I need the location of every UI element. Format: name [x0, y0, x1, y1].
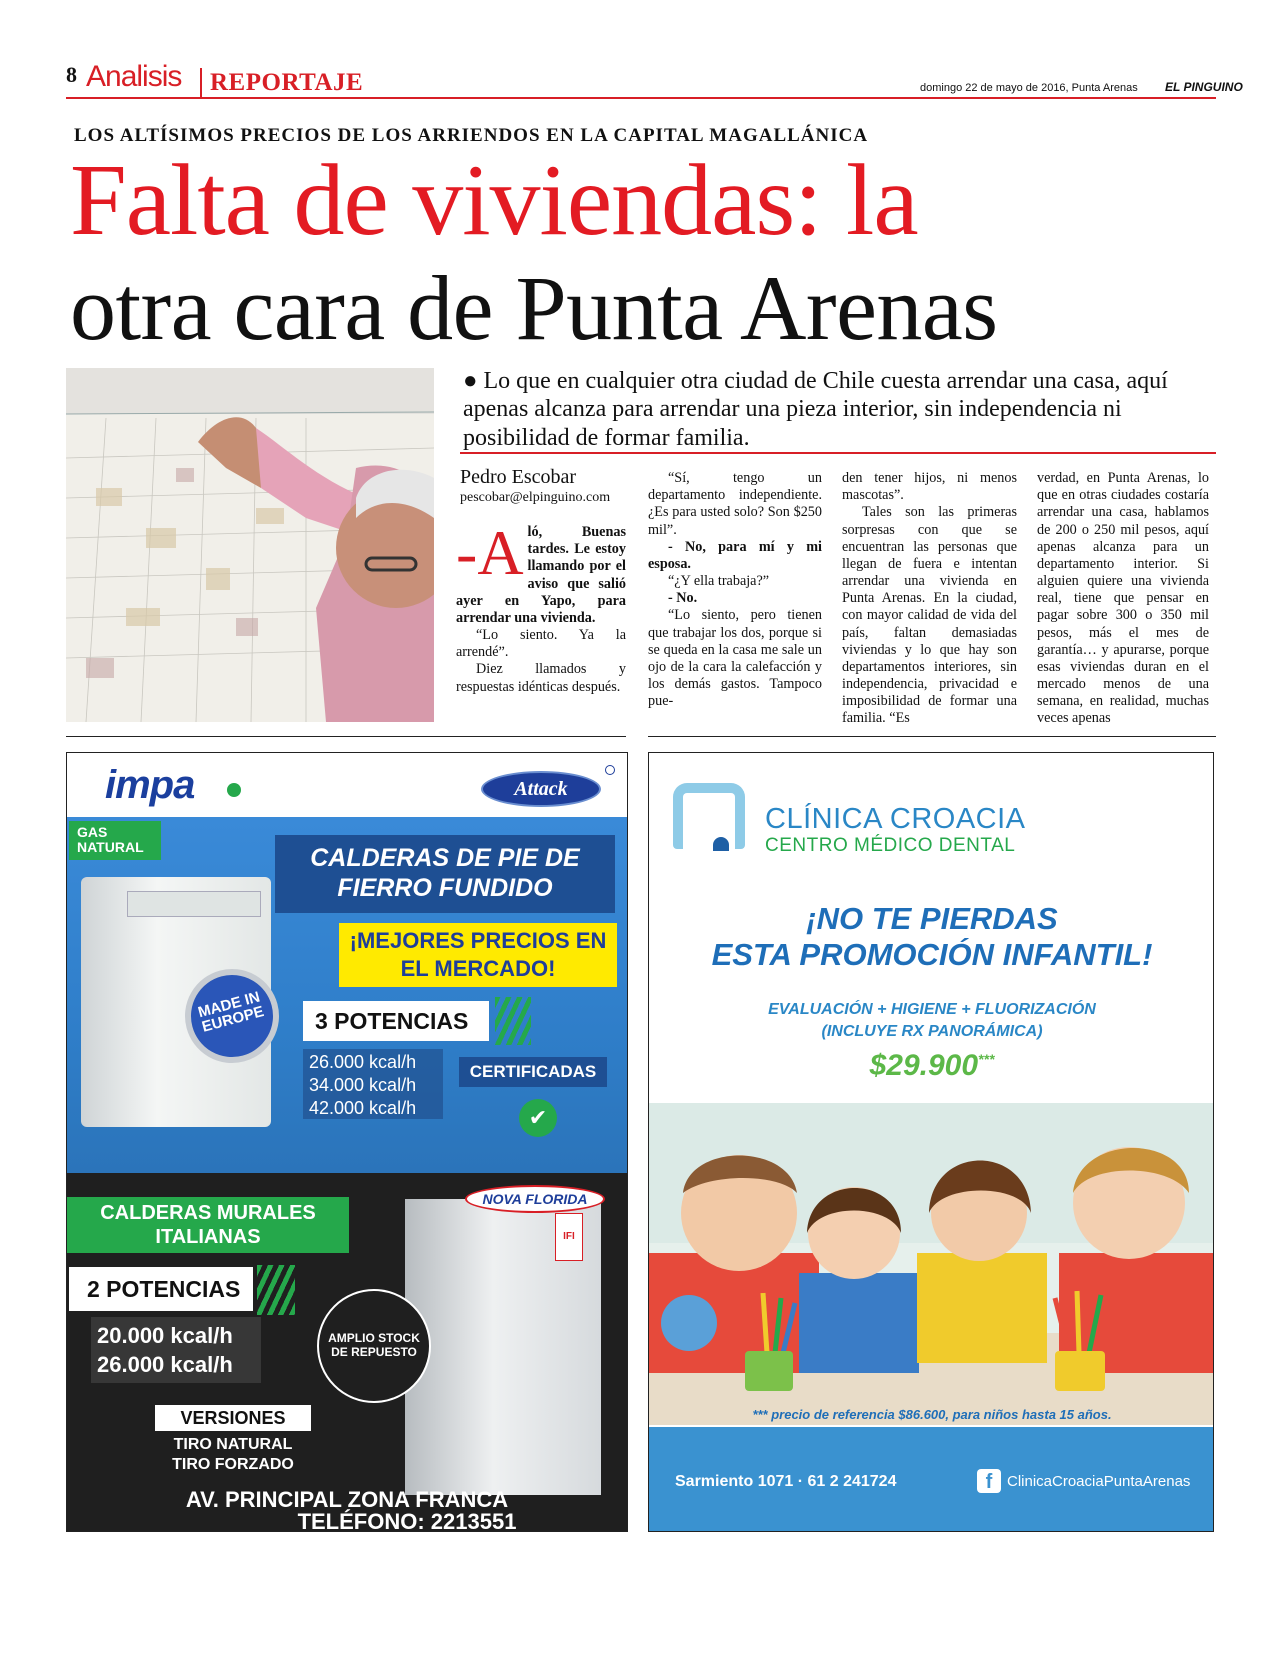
paper-name: EL PINGUINO — [1165, 80, 1243, 94]
gas-natural-tag: GAS NATURAL — [69, 821, 161, 860]
lead-rule — [460, 452, 1216, 454]
promo-title-line-2: ESTA PROMOCIÓN INFANTIL! — [711, 937, 1153, 972]
col2-paragraph-3: “¿Y ella trabaja?” — [668, 573, 770, 590]
stripes-decoration — [257, 1265, 295, 1315]
col1-paragraph-2: “Lo siento. Ya la arrendé”. — [456, 627, 626, 661]
ad-impa[interactable] — [66, 752, 628, 1532]
promo-price — [649, 1049, 1214, 1083]
facebook-icon[interactable]: f — [977, 1469, 1001, 1493]
registered-icon — [605, 765, 615, 775]
col2-paragraph-2: - No, para mí y mi esposa. — [648, 538, 822, 572]
section-rule-left — [66, 736, 626, 737]
header-rule — [66, 97, 1216, 99]
stripes-decoration — [495, 997, 531, 1045]
versiones-title: VERSIONES — [155, 1405, 311, 1431]
power-value: 26.000 kcal/h — [309, 1052, 417, 1072]
kids-illustration — [649, 1103, 1213, 1425]
made-in-europe-badge: MADE IN EUROPE — [174, 958, 289, 1073]
article-column-3 — [842, 470, 1017, 728]
kids-photo — [649, 1103, 1213, 1425]
versiones-values — [155, 1435, 311, 1475]
three-powers-values — [303, 1049, 443, 1119]
bullet-icon: ● — [463, 368, 484, 394]
impa-phone: TELÉFONO: 2213551 — [297, 1509, 517, 1532]
headline-line-1: Falta de viviendas: la — [70, 144, 918, 257]
impa-logo: impa — [105, 763, 195, 807]
price-value: $29.900 — [869, 1049, 979, 1082]
promo-title-line-1: ¡NO TE PIERDAS — [806, 901, 1058, 936]
section-reportaje: REPORTAJE — [200, 68, 371, 98]
version-value: TIRO FORZADO — [172, 1456, 294, 1473]
section-analisis: Analisis — [86, 60, 182, 93]
services-line-2: (INCLUYE RX PANORÁMICA) — [821, 1023, 1043, 1040]
check-icon: ✔ — [519, 1099, 557, 1137]
impa-address — [67, 1489, 627, 1531]
col1-paragraph-3: Diez llamados y respuestas idénticas después. — [456, 661, 626, 695]
article-lead — [463, 367, 1203, 452]
version-value: TIRO NATURAL — [173, 1436, 293, 1453]
col3-paragraph-2: Tales son las primeras sorpresas con que se encuentran las personas que llegan de fuera e intentan arrendar una vivienda en Punta Arenas. En la ciudad, con mayor calidad de vida del país, faltan demasiadas viviendas y lo que hay son departamentos interiores, sin independencia, privacidad e imposibilidad de formar una familia. “Es — [842, 504, 1017, 727]
col2-paragraph-4: - No. — [668, 590, 698, 607]
two-powers-title: 2 POTENCIAS — [69, 1267, 253, 1311]
boiler-brand-icon: IFI — [555, 1213, 583, 1261]
map-photo-illustration — [66, 368, 434, 722]
article-column-1 — [456, 517, 626, 696]
col3-paragraph-1: den tener hijos, ni menos mascotas”. — [842, 470, 1017, 504]
murales-title: CALDERAS MURALES ITALIANAS — [67, 1197, 349, 1253]
clinic-subtitle: CENTRO MÉDICO DENTAL — [765, 835, 1016, 856]
col2-paragraph-5: “Lo siento, pero tienen que trabajar los dos, porque si se queda en la casa me sale un ojo de la cara la calefacción y los demás gastos. Tampoco pue- — [648, 607, 822, 710]
promo-title — [649, 901, 1214, 973]
tooth-logo-icon — [673, 783, 745, 849]
clinic-address: Sarmiento 1071 · 61 2 241724 — [675, 1473, 897, 1490]
clinic-footer — [649, 1427, 1213, 1531]
services-line-1: EVALUACIÓN + HIGIENE + FLUORIZACIÓN — [768, 1001, 1096, 1018]
col2-paragraph-1: “Sí, tengo un departamento independiente. ¿Es para usted solo? Son $250 mil”. — [648, 470, 822, 538]
impa-top-bar — [67, 753, 627, 817]
article-photo — [66, 368, 434, 722]
section-rule-right — [648, 736, 1216, 737]
article-column-4 — [1037, 470, 1209, 728]
page-number: 8 — [66, 62, 77, 87]
article-kicker: LOS ALTÍSIMOS PRECIOS DE LOS ARRIENDOS EN LA CAPITAL MAGALLÁNICA — [74, 125, 869, 146]
col4-paragraph-1: verdad, en Punta Arenas, lo que en otras ciudades costaría arrendar una casa, hablamos de 200 o 250 mil pesos, aquí apenas alcanza para un departamento interior. Si alguien quiere una vivienda real, tiene que pensar en pagar sobre 300 o 350 mil pesos, más el mes de garantía… y apurarse, porque esas viviendas duran en el mercado menos de una semana, en realidad, muchas veces apenas — [1037, 470, 1209, 727]
three-powers-title: 3 POTENCIAS — [303, 1001, 489, 1041]
nova-florida-logo: NOVA FLORIDA — [465, 1185, 605, 1213]
promo-note: *** precio de referencia $86.600, para niños hasta 15 años. — [752, 1407, 1112, 1422]
tooth-logo-base — [713, 837, 729, 851]
calderas-title: CALDERAS DE PIE DE FIERRO FUNDIDO — [275, 835, 615, 913]
dropcap: -A — [456, 517, 524, 588]
article-column-2 — [648, 470, 822, 710]
power-value: 20.000 kcal/h — [97, 1323, 233, 1348]
mejores-precios: ¡MEJORES PRECIOS EN EL MERCADO! — [339, 923, 617, 987]
amplio-stock-badge: AMPLIO STOCK DE REPUESTO — [317, 1289, 431, 1403]
boiler-control-panel — [127, 891, 261, 917]
power-value: 34.000 kcal/h — [309, 1075, 417, 1095]
facebook-handle[interactable]: ClinicaCroaciaPuntaArenas — [1007, 1473, 1191, 1490]
impa-logo-dot — [227, 783, 241, 797]
lead-text: Lo que en cualquier otra ciudad de Chile cuesta arrendar una casa, aquí apenas alcanza para arrendar una pieza interior, sin independencia ni posibilidad de formar familia. — [463, 368, 1168, 451]
certificadas-label: CERTIFICADAS — [459, 1057, 607, 1087]
promo-services — [649, 999, 1214, 1043]
power-value: 26.000 kcal/h — [97, 1352, 233, 1377]
clinic-name: CLÍNICA CROACIA — [765, 803, 1026, 835]
header-date: domingo 22 de mayo de 2016, Punta Arenas — [920, 82, 1138, 94]
byline-email[interactable]: pescobar@elpinguino.com — [460, 490, 611, 505]
price-mark: *** — [978, 1051, 995, 1067]
two-powers-values — [91, 1317, 261, 1383]
impa-address-line: AV. PRINCIPAL ZONA FRANCA — [185, 1487, 509, 1512]
headline-line-2: otra cara de Punta Arenas — [70, 257, 998, 359]
ad-clinica-croacia[interactable] — [648, 752, 1214, 1532]
byline: Pedro Escobar — [460, 466, 577, 488]
power-value: 42.000 kcal/h — [309, 1098, 417, 1118]
impa-blue-panel — [67, 817, 627, 1173]
impa-dark-panel — [67, 1173, 627, 1531]
col1-intro: ló, Buenas tardes. Le estoy llamando por el aviso que salió ayer en Yapo, para arrendar una vivienda. — [456, 524, 626, 626]
attack-logo: Attack — [481, 771, 601, 807]
